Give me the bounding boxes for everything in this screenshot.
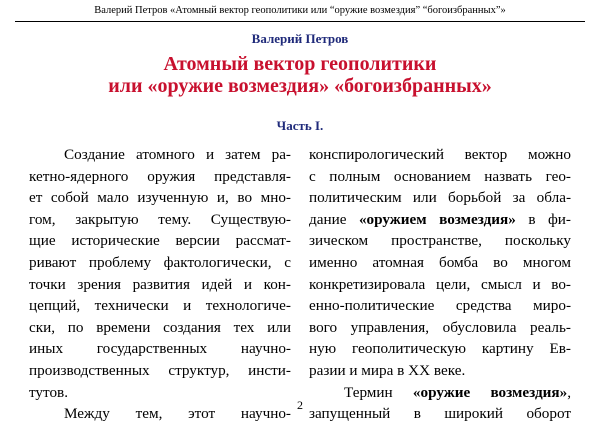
text-line: ски, по времени создания тех или (29, 318, 291, 336)
text-line: вого управления, обусловила реаль- (309, 318, 571, 336)
right-text-column (309, 144, 571, 425)
text-line: конкретизировала цели, смысл и во- (309, 275, 571, 293)
text-line: конспирологический вектор можно (309, 146, 571, 163)
text-line: щие исторические версии рассмат- (29, 232, 291, 250)
text-line: запущенный в широкий оборот (309, 405, 571, 423)
text-line: ет собой мало изученную и, во мно- (29, 189, 291, 207)
text-fragment: , (567, 383, 571, 401)
text-fragment: в фи- (515, 210, 571, 228)
text-line: цепций, технически и технологиче- (29, 297, 291, 315)
text-line: кетно-ядерного оружия представля- (29, 167, 291, 185)
header-divider (15, 21, 585, 22)
text-line: именно атомная бомба во многом (309, 253, 571, 271)
text-line (309, 209, 571, 231)
text-fragment: дание (309, 210, 359, 228)
part-heading: Часть I. (276, 118, 324, 133)
text-line: енно-политические средства миро- (309, 297, 571, 315)
text-line: Создание атомного и затем ра- (64, 146, 291, 163)
text-line: политическим или борьбой за обла- (309, 189, 571, 207)
title-line-2: или «оружие возмездия» «богоизбранных» (108, 75, 492, 97)
bold-term: «оружием возмездия» (358, 210, 516, 228)
text-line: гом, закрытую тему. Существую- (29, 210, 291, 228)
text-line: точки зрения развития идей и кон- (29, 275, 291, 293)
text-line: ривают проблему фактологически, с (29, 253, 291, 271)
text-line: тутов. (29, 383, 69, 401)
bold-term: «оружие возмездия» (412, 383, 568, 401)
title-line-1: Атомный вектор геополитики (163, 53, 437, 75)
text-line: зическом пространстве, поскольку (309, 232, 571, 250)
left-text-column (29, 144, 291, 425)
text-line: иных государственных научно- (29, 340, 291, 358)
text-line: разии и мира в XX веке. (309, 361, 466, 379)
text-line: с полным основанием назвать гео- (309, 167, 571, 185)
author-name: Валерий Петров (251, 31, 349, 46)
text-fragment: Термин (344, 383, 413, 401)
text-line: производственных структур, инсти- (29, 361, 291, 379)
text-line: Между тем, этот научно- (64, 405, 291, 423)
text-line: ную геополитическую картину Ев- (309, 340, 571, 358)
page-number: 2 (297, 398, 303, 412)
article-title (0, 53, 600, 97)
running-header: Валерий Петров «Атомный вектор геополитики или “оружие возмездия” “богоизбранных”» (94, 5, 506, 16)
